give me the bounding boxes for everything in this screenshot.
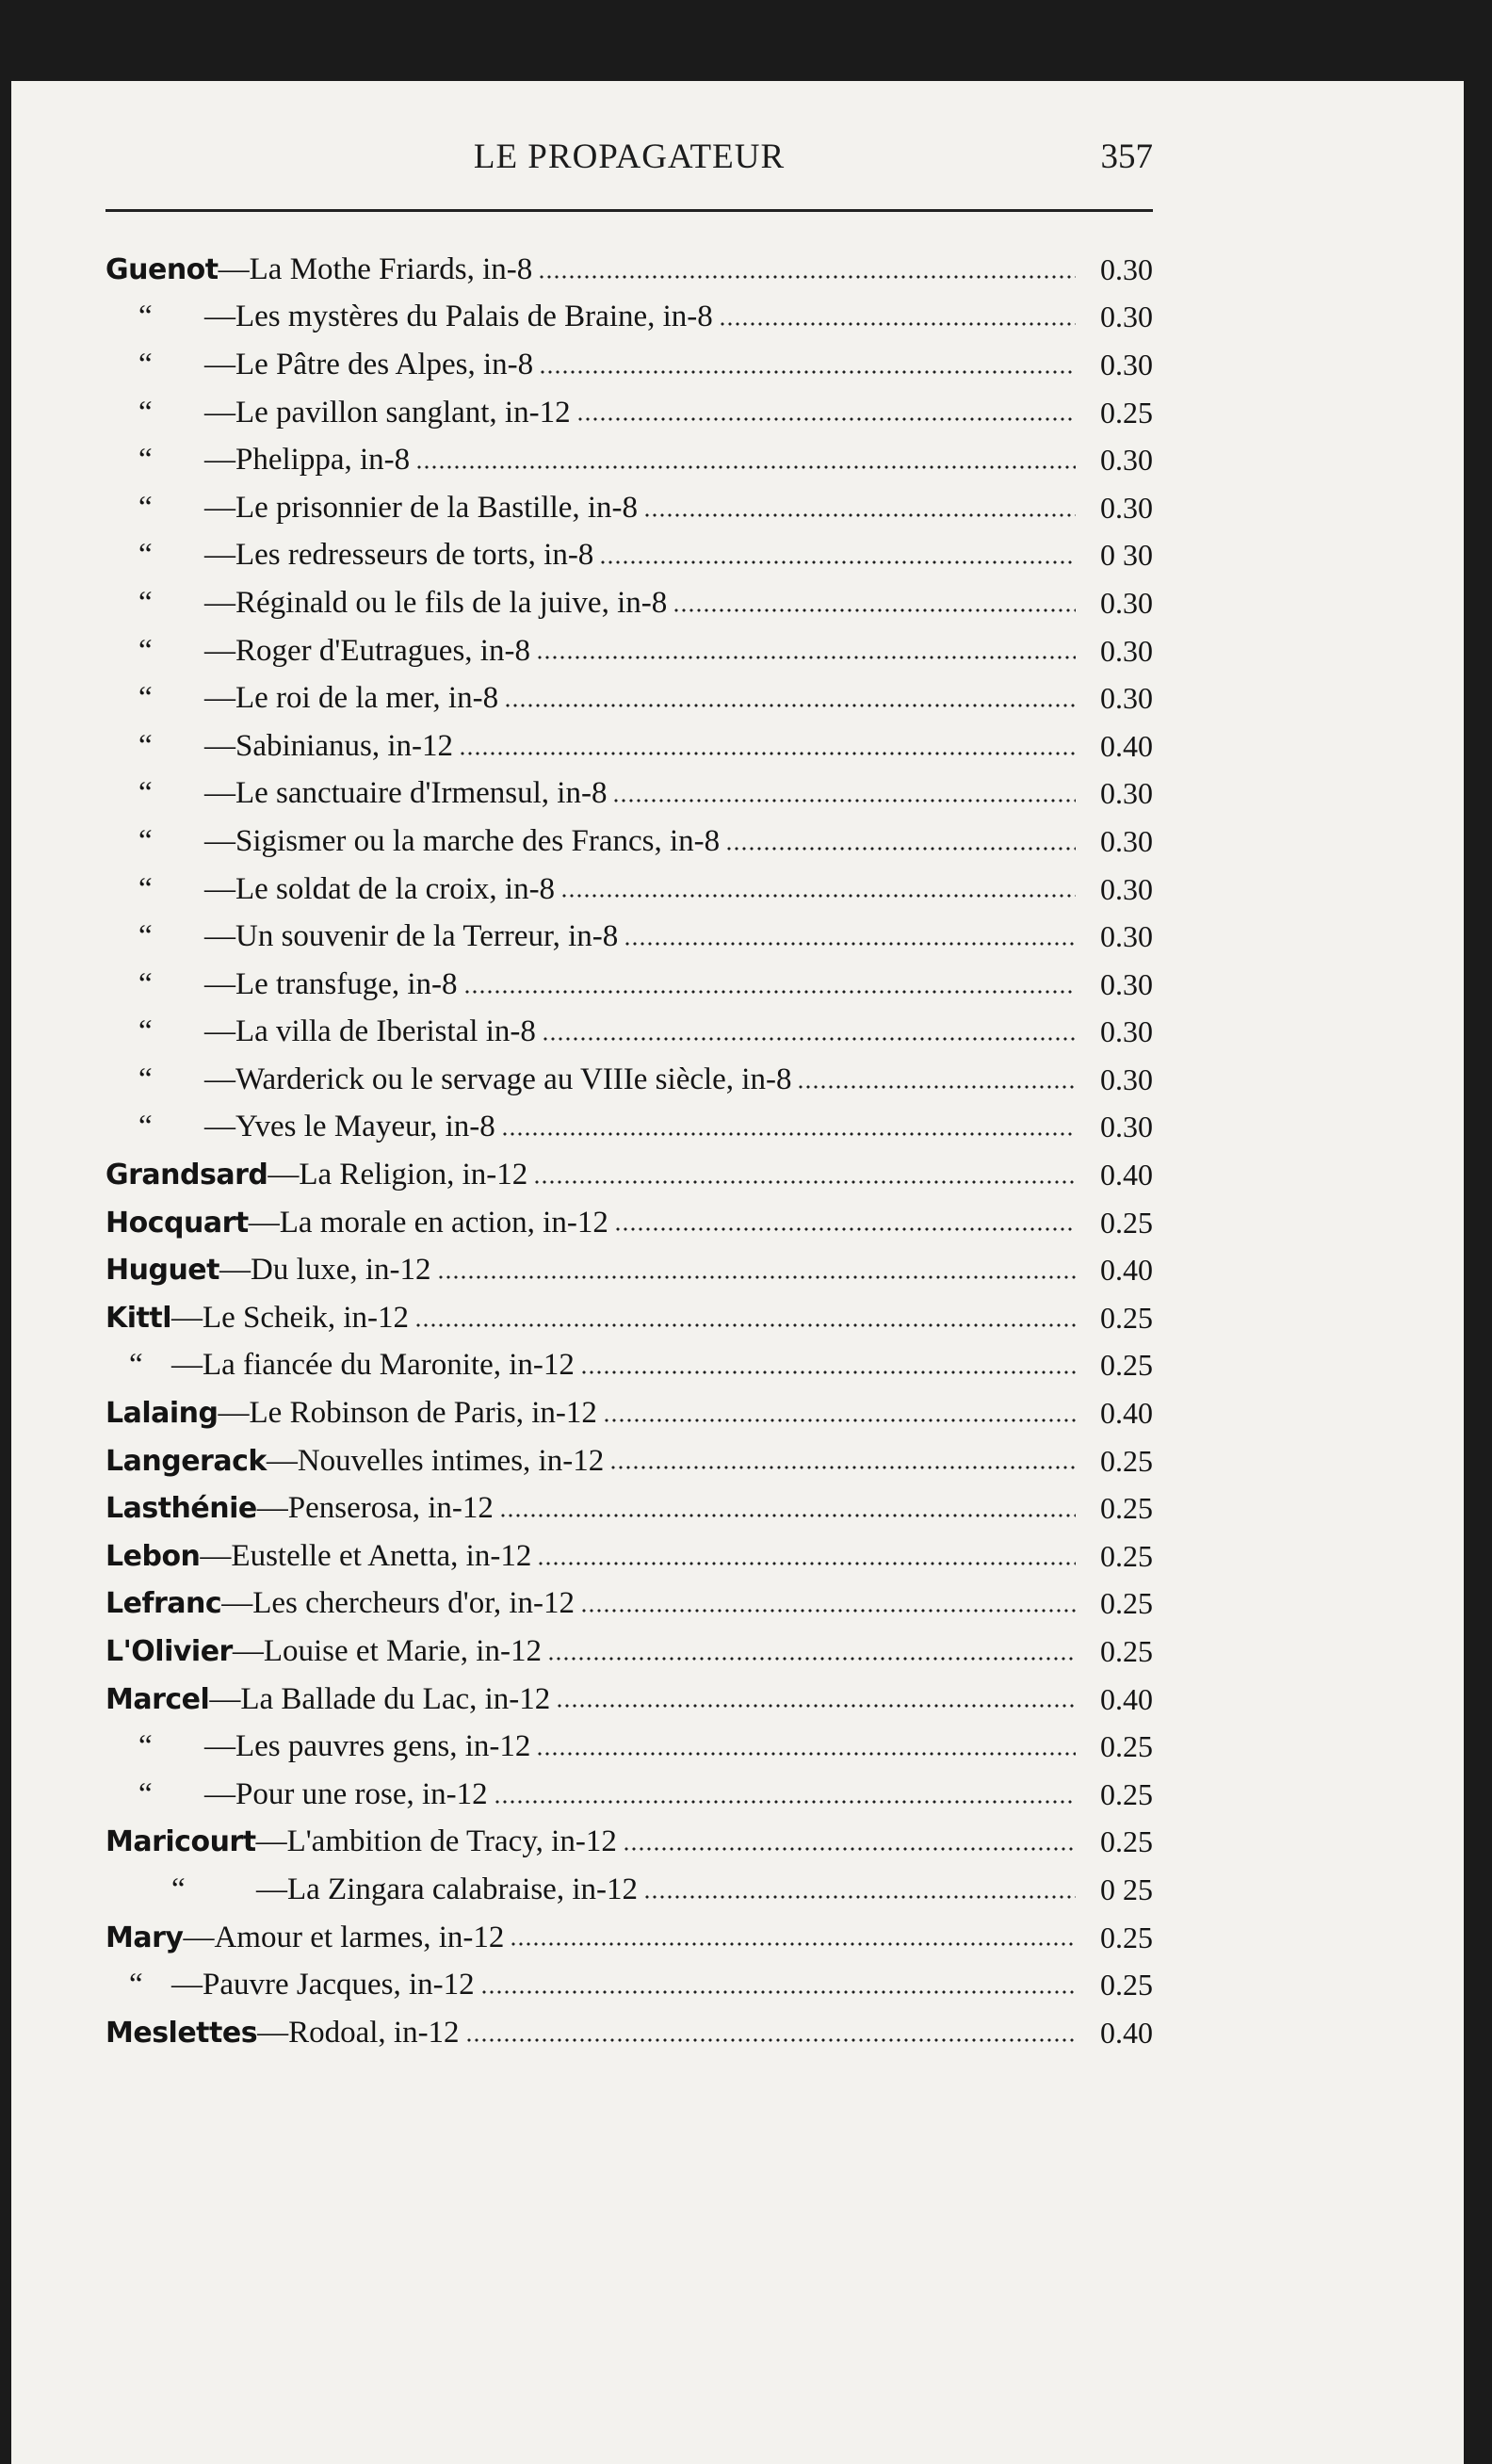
entry-price: 0.25 [1100, 1538, 1153, 1573]
entry-title: —Du luxe, in-12 [219, 1253, 431, 1288]
ditto-mark: “ [138, 681, 153, 716]
dot-leader [643, 1892, 1076, 1902]
dot-leader [612, 796, 1076, 805]
entry-price: 0.25 [1100, 1776, 1153, 1811]
dot-leader [539, 367, 1076, 377]
entry-author: Guenot [105, 252, 219, 286]
ditto-mark: “ [138, 1110, 153, 1144]
dot-leader [542, 1034, 1076, 1044]
ditto-mark: “ [138, 585, 153, 620]
catalog-entry [105, 1056, 1153, 1104]
catalog-entry [105, 1342, 1153, 1390]
entry-author: Kittl [105, 1301, 171, 1335]
entry-price: 0.40 [1100, 1681, 1153, 1716]
dot-leader [673, 606, 1076, 615]
dot-leader [533, 1177, 1076, 1187]
entry-author: L'Olivier [105, 1635, 233, 1669]
catalog-entry [105, 294, 1153, 342]
dot-leader [465, 2035, 1076, 2045]
entry-price: 0.30 [1100, 251, 1153, 286]
dot-leader [614, 1224, 1076, 1234]
catalog-entry [105, 1199, 1153, 1247]
entry-title: —Yves le Mayeur, in-8 [204, 1110, 495, 1144]
entry-title: —La villa de Iberistal in-8 [204, 1014, 536, 1049]
entry-price: 0.25 [1100, 395, 1153, 430]
entry-price: 0.25 [1100, 1634, 1153, 1669]
catalog-list [105, 246, 1153, 2057]
dot-leader [560, 891, 1076, 900]
entry-title: —Sigismer ou la marche des Francs, in-8 [204, 823, 721, 858]
ditto-mark: “ [138, 300, 153, 334]
entry-price: 0.40 [1100, 728, 1153, 763]
ditto-mark: “ [171, 1872, 186, 1906]
entry-price: 0.30 [1100, 776, 1153, 811]
catalog-entry [105, 818, 1153, 866]
entry-price: 0.30 [1100, 347, 1153, 381]
catalog-entry [105, 246, 1153, 294]
entry-price: 0.25 [1100, 1348, 1153, 1383]
ditto-mark: “ [138, 1062, 153, 1096]
entry-price: 0.25 [1100, 1586, 1153, 1621]
dot-leader [499, 1511, 1076, 1520]
entry-title: —La fiancée du Maronite, in-12 [171, 1348, 575, 1383]
entry-price: 0.25 [1100, 1491, 1153, 1526]
entry-price: 0.30 [1100, 871, 1153, 906]
ditto-mark: “ [129, 1348, 143, 1383]
catalog-entry [105, 913, 1153, 961]
entry-title: —Un souvenir de la Terreur, in-8 [204, 919, 619, 954]
dot-leader [536, 653, 1076, 662]
dot-leader [580, 1368, 1076, 1377]
catalog-entry [105, 1437, 1153, 1485]
entry-title: —Les mystères du Palais de Braine, in-8 [204, 300, 713, 334]
dot-leader [415, 462, 1076, 472]
catalog-entry [105, 1771, 1153, 1819]
ditto-mark: “ [138, 919, 153, 954]
catalog-entry [105, 341, 1153, 389]
entry-title: —Le Scheik, in-12 [171, 1300, 410, 1335]
catalog-entry [105, 1389, 1153, 1437]
entry-author: Huguet [105, 1254, 219, 1288]
entry-title: —Pour une rose, in-12 [204, 1776, 488, 1811]
entry-author: Marcel [105, 1682, 210, 1716]
dot-leader [576, 414, 1076, 424]
entry-price: 0.30 [1100, 681, 1153, 716]
dot-leader [603, 1416, 1076, 1425]
entry-title: —Phelippa, in-8 [204, 443, 411, 478]
entry-title: —Warderick ou le servage au VIIIe siècle, in-8 [204, 1062, 792, 1096]
entry-author: Lalaing [105, 1397, 219, 1431]
dot-leader [599, 558, 1076, 567]
ditto-mark: “ [138, 1729, 153, 1764]
catalog-entry [105, 674, 1153, 722]
running-title: LE PROPAGATEUR [473, 138, 786, 176]
entry-title: —Pauvre Jacques, in-12 [171, 1968, 475, 2002]
entry-title: —Les redresseurs de torts, in-8 [204, 538, 594, 573]
entry-author: Lebon [105, 1539, 201, 1573]
ditto-mark: “ [129, 1968, 143, 2002]
entry-title: —L'ambition de Tracy, in-12 [255, 1824, 617, 1859]
catalog-entry [105, 722, 1153, 770]
page-number: 357 [1100, 138, 1153, 176]
dot-leader [623, 1844, 1076, 1854]
ditto-mark: “ [138, 728, 153, 763]
entry-price: 0.40 [1100, 1158, 1153, 1192]
dot-leader [643, 511, 1076, 520]
entry-price: 0 30 [1100, 538, 1153, 573]
entry-price: 0.30 [1100, 919, 1153, 954]
entry-title: —La Mothe Friards, in-8 [218, 251, 533, 286]
ditto-mark: “ [138, 1014, 153, 1049]
catalog-entry [105, 1581, 1153, 1629]
dot-leader [580, 1606, 1076, 1615]
catalog-entry [105, 1009, 1153, 1057]
ditto-mark: “ [138, 966, 153, 1001]
ditto-mark: “ [138, 633, 153, 668]
entry-title: —Penserosa, in-12 [256, 1491, 494, 1526]
entry-title: —Eustelle et Anetta, in-12 [200, 1538, 532, 1573]
entry-title: —La morale en action, in-12 [248, 1205, 608, 1240]
entry-price: 0.30 [1100, 633, 1153, 668]
catalog-entry [105, 770, 1153, 819]
entry-price: 0.30 [1100, 823, 1153, 858]
ditto-mark: “ [138, 776, 153, 811]
entry-title: —Rodoal, in-12 [257, 2015, 460, 2050]
catalog-entry [105, 866, 1153, 914]
entry-title: —Amour et larmes, in-12 [183, 1920, 505, 1954]
catalog-entry [105, 2009, 1153, 2057]
catalog-entry [105, 389, 1153, 437]
entry-price: 0.25 [1100, 1205, 1153, 1240]
catalog-entry [105, 1961, 1153, 2009]
entry-price: 0.25 [1100, 1300, 1153, 1335]
catalog-entry [105, 1532, 1153, 1581]
dot-leader [547, 1654, 1076, 1663]
catalog-entry [105, 1866, 1153, 1914]
entry-price: 0.30 [1100, 300, 1153, 334]
catalog-entry [105, 961, 1153, 1009]
entry-price: 0.25 [1100, 1729, 1153, 1764]
entry-title: —Nouvelles intimes, in-12 [266, 1443, 605, 1478]
entry-title: —Roger d'Eutragues, in-8 [204, 633, 530, 668]
dot-leader [459, 749, 1076, 758]
ditto-mark: “ [138, 823, 153, 858]
catalog-entry [105, 1723, 1153, 1771]
catalog-entry [105, 484, 1153, 532]
catalog-entry [105, 1628, 1153, 1676]
entry-author: Hocquart [105, 1206, 249, 1240]
entry-title: —Les pauvres gens, in-12 [204, 1729, 531, 1764]
dot-leader [624, 939, 1076, 948]
entry-title: —La Ballade du Lac, in-12 [209, 1681, 551, 1716]
entry-price: 0.25 [1100, 1968, 1153, 2002]
dot-leader [501, 1129, 1076, 1139]
entry-title: —Le sanctuaire d'Irmensul, in-8 [204, 776, 608, 811]
catalog-entry [105, 1294, 1153, 1342]
catalog-entry [105, 1104, 1153, 1152]
entry-author: Grandsard [105, 1159, 268, 1192]
entry-title: —Le pavillon sanglant, in-12 [204, 395, 571, 430]
entry-title: —Le soldat de la croix, in-8 [204, 871, 556, 906]
dot-leader [609, 1463, 1076, 1472]
entry-author: Maricourt [105, 1825, 256, 1859]
catalog-entry [105, 1914, 1153, 1962]
entry-title: —Réginald ou le fils de la juive, in-8 [204, 585, 668, 620]
entry-price: 0.40 [1100, 1253, 1153, 1288]
catalog-entry [105, 532, 1153, 580]
ditto-mark: “ [138, 1776, 153, 1811]
ditto-mark: “ [138, 443, 153, 478]
entry-price: 0.30 [1100, 966, 1153, 1001]
catalog-entry [105, 1819, 1153, 1867]
catalog-entry [105, 1484, 1153, 1532]
catalog-entry [105, 579, 1153, 627]
entry-author: Mary [105, 1921, 184, 1954]
entry-title: —Le prisonnier de la Bastille, in-8 [204, 490, 639, 525]
catalog-entry [105, 1246, 1153, 1294]
entry-price: 0.30 [1100, 1014, 1153, 1049]
entry-title: —Le roi de la mer, in-8 [204, 681, 499, 716]
ditto-mark: “ [138, 538, 153, 573]
entry-price: 0.30 [1100, 1110, 1153, 1144]
entry-price: 0.30 [1100, 443, 1153, 478]
dot-leader [480, 1987, 1076, 1997]
dot-leader [504, 701, 1076, 710]
ditto-mark: “ [138, 871, 153, 906]
entry-price: 0 25 [1100, 1872, 1153, 1906]
dot-leader [494, 1797, 1076, 1807]
entry-price: 0.40 [1100, 1396, 1153, 1431]
dot-leader [556, 1701, 1076, 1710]
entry-title: —Les chercheurs d'or, in-12 [221, 1586, 576, 1621]
dot-leader [537, 1559, 1076, 1568]
catalog-entry [105, 1151, 1153, 1199]
dot-leader [725, 844, 1076, 853]
entry-title: —Le Robinson de Paris, in-12 [218, 1396, 597, 1431]
entry-title: —Louise et Marie, in-12 [232, 1634, 542, 1669]
catalog-entry [105, 627, 1153, 675]
dot-leader [719, 319, 1076, 329]
catalog-entry [105, 436, 1153, 484]
ditto-mark: “ [138, 490, 153, 525]
entry-price: 0.30 [1100, 585, 1153, 620]
entry-price: 0.25 [1100, 1824, 1153, 1859]
ditto-mark: “ [138, 395, 153, 430]
page-header [105, 137, 1153, 193]
dot-leader [797, 1082, 1076, 1092]
dot-leader [510, 1939, 1076, 1949]
dot-leader [538, 272, 1076, 282]
entry-title: —Le Pâtre des Alpes, in-8 [204, 347, 534, 381]
entry-price: 0.30 [1100, 490, 1153, 525]
entry-title: —Sabinianus, in-12 [204, 728, 453, 763]
dot-leader [437, 1273, 1076, 1282]
entry-author: Lasthénie [105, 1492, 257, 1526]
header-rule [105, 209, 1153, 212]
entry-price: 0.30 [1100, 1062, 1153, 1096]
dot-leader [414, 1321, 1076, 1330]
entry-author: Meslettes [105, 2016, 258, 2050]
entry-author: Lefranc [105, 1587, 222, 1621]
ditto-mark: “ [138, 347, 153, 381]
entry-price: 0.40 [1100, 2015, 1153, 2050]
dot-leader [536, 1749, 1076, 1759]
entry-title: —La Zingara calabraise, in-12 [256, 1872, 638, 1906]
entry-title: —Le transfuge, in-8 [204, 966, 458, 1001]
entry-title: —La Religion, in-12 [268, 1158, 528, 1192]
entry-price: 0.25 [1100, 1443, 1153, 1478]
entry-author: Langerack [105, 1444, 267, 1478]
entry-price: 0.25 [1100, 1920, 1153, 1954]
catalog-entry [105, 1676, 1153, 1724]
dot-leader [463, 987, 1077, 997]
